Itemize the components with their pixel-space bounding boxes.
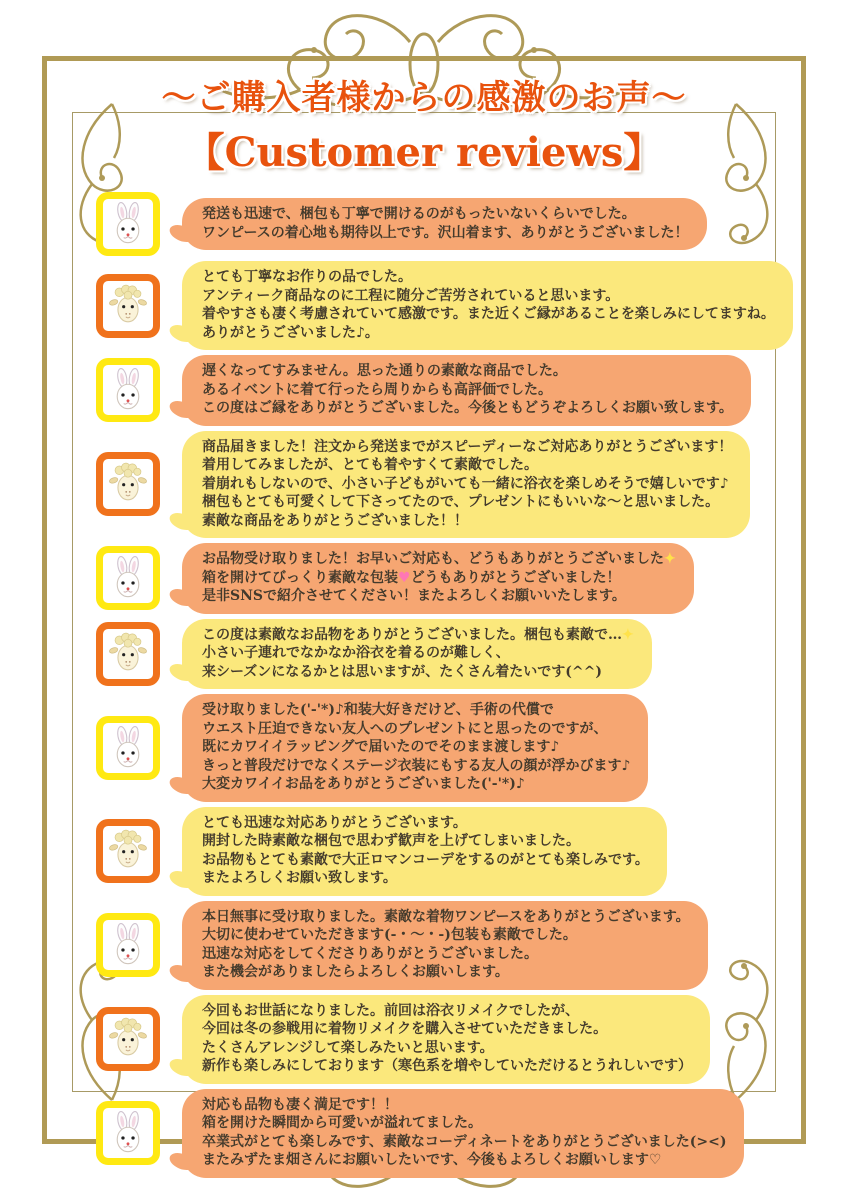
review-line: 素敵な商品をありがとうございました！！ (202, 512, 468, 529)
review-line: お品物受け取りました！お早いご対応も、どうもありがとうございました✦ (202, 551, 676, 567)
review-line: 対応も品物も凄く満足です！！ (202, 1096, 398, 1113)
avatar-frame (96, 1101, 160, 1165)
rabbit-face-icon (105, 1110, 151, 1156)
review-line: この度は素敵なお品物をありがとうございました。梱包も素敵で…✦ (202, 626, 634, 643)
review-line: 箱を開けた瞬間から可愛いが溢れてました。 (202, 1115, 482, 1131)
page-title-japanese: 〜ご購入者様からの感激のお声〜 (161, 78, 687, 118)
review-speech-bubble (182, 694, 648, 802)
review-line: 来シーズンになるかとは思いますが、たくさん着たいです(^^) (202, 663, 603, 680)
rabbit-face-icon (105, 922, 151, 968)
rabbit-face-icon (105, 555, 151, 601)
review-line: 着やすさも凄く考慮されていて感激です。また近くご縁があることを楽しみにしてますね。 (202, 306, 775, 322)
review-line: 着崩れもしないので、小さい子どもがいても一緒に浴衣を楽しめそうで嬉しいです♪ (202, 475, 729, 492)
review-line: アンティーク商品なのに工程に随分ご苦労されていると思います。 (202, 287, 620, 304)
reviews-list (96, 192, 786, 1178)
review-line: 商品届きました！注文から発送までがスピーディーなご対応ありがとうございます！ (202, 438, 733, 455)
review-speech-bubble (182, 1089, 744, 1178)
review-row (96, 1089, 786, 1178)
avatar-frame (96, 913, 160, 977)
avatar-frame (96, 546, 160, 610)
review-speech-bubble (182, 995, 710, 1084)
rabbit-face-icon (105, 367, 151, 413)
rabbit-face-icon (105, 725, 151, 771)
review-row (96, 431, 786, 539)
avatar-frame (96, 819, 160, 883)
avatar-frame (96, 358, 160, 422)
review-line: またよろしくお願い致します。 (202, 870, 397, 886)
avatar-frame (96, 274, 160, 338)
review-line: 遅くなってすみません。思った通りの素敵な商品でした。 (202, 363, 567, 379)
review-line: 着用してみましたが、とても着やすくて素敵でした。 (202, 457, 538, 473)
rabbit-face-icon (105, 201, 151, 247)
review-speech-bubble (182, 261, 793, 350)
review-line: 箱を開けてびっくり素敵な包装♥どうもありがとうございました！ (202, 569, 621, 586)
review-line: とても丁寧なお作りの品でした。 (202, 269, 412, 285)
review-row (96, 619, 786, 690)
review-line: またみずたま畑さんにお願いしたいです、今後もよろしくお願いします♡ (202, 1152, 662, 1168)
review-row (96, 995, 786, 1084)
review-speech-bubble (182, 355, 751, 426)
review-line: きっと普段だけでなくステージ衣装にもする友人の顔が浮かびます♪ (202, 757, 631, 774)
review-speech-bubble (182, 198, 707, 250)
review-speech-bubble (182, 807, 667, 896)
review-line: 今回もお世話になりました。前回は浴衣リメイクでしたが、 (202, 1002, 580, 1019)
review-line: 開封した時素敵な梱包で思わず歓声を上げてしまいました。 (202, 833, 580, 849)
review-row (96, 807, 786, 896)
avatar-frame (96, 716, 160, 780)
sparkle-icon: ✦ (664, 551, 676, 567)
avatar-frame (96, 192, 160, 256)
sheep-face-icon (105, 1016, 151, 1062)
sheep-face-icon (105, 283, 151, 329)
review-line: 新作も楽しみにしております（寒色系を増やしていただけるとうれしいです） (202, 1058, 692, 1074)
avatar-frame (96, 622, 160, 686)
review-line: ワンピースの着心地も期待以上です。沢山着ます、ありがとうございました！ (202, 224, 689, 241)
sheep-face-icon (105, 828, 151, 874)
review-row (96, 543, 786, 614)
page-title-english: 【Customer reviews】 (184, 129, 664, 176)
review-line: とても迅速な対応ありがとうございます。 (202, 814, 467, 831)
heart-icon: ♥ (398, 569, 411, 586)
review-line: 受け取りました('-'*)♪和装大好きだけど、手術の代償で (202, 702, 554, 718)
review-line: 発送も迅速で、梱包も丁寧で開けるのがもったいないくらいでした。 (202, 206, 636, 222)
avatar-frame (96, 1007, 160, 1071)
review-line: 卒業式がとても楽しみです、素敵なコーディネートをありがとうございました(><) (202, 1133, 727, 1150)
review-row (96, 355, 786, 426)
review-line: この度はご縁をありがとうございました。今後ともどうぞよろしくお願い致します。 (202, 400, 733, 416)
review-line: 大切に使わせていただきます(-・～・-)包装も素敵でした。 (202, 927, 577, 943)
review-line: 梱包もとても可愛くして下さってたので、プレゼントにもいいな〜と思いました。 (202, 494, 720, 510)
sheep-face-icon (105, 631, 151, 677)
review-line: 既にカワイイラッピングで届いたのでそのまま渡します♪ (202, 739, 560, 755)
review-speech-bubble (182, 543, 694, 614)
sparkle-icon: ✦ (622, 626, 634, 643)
review-line: 本日無事に受け取りました。素敵な着物ワンピースをありがとうございます。 (202, 908, 690, 925)
review-line: お品物もとても素敵で大正ロマンコーデをするのがとても楽しみです。 (202, 851, 649, 868)
review-line: 小さい子連れでなかなか浴衣を着るのが難しく、 (202, 645, 510, 661)
review-line: ウエスト圧迫できない友人へのプレゼントにと思ったのですが、 (202, 720, 608, 737)
review-line: 是非SNSで紹介させてください！またよろしくお願いいたします。 (202, 588, 626, 604)
review-line: あるイベントに着て行ったら周りからも高評価でした。 (202, 381, 552, 398)
review-row (96, 901, 786, 990)
avatar-frame (96, 452, 160, 516)
review-line: 迅速な対応をしてくださりありがとうございました。 (202, 945, 538, 962)
review-line: また機会がありましたらよろしくお願いします。 (202, 964, 509, 980)
review-speech-bubble (182, 901, 708, 990)
review-line: 今回は冬の参戦用に着物リメイクを購入させていただきました。 (202, 1021, 608, 1037)
review-row (96, 261, 786, 350)
review-line: 大変カワイイお品をありがとうございました('-'*)♪ (202, 776, 525, 792)
review-row (96, 192, 786, 256)
review-line: たくさんアレンジして楽しみたいと思います。 (202, 1039, 494, 1056)
review-speech-bubble (182, 619, 652, 690)
review-row (96, 694, 786, 802)
sheep-face-icon (105, 461, 151, 507)
review-speech-bubble (182, 431, 750, 539)
review-line: ありがとうございました♪。 (202, 324, 379, 341)
